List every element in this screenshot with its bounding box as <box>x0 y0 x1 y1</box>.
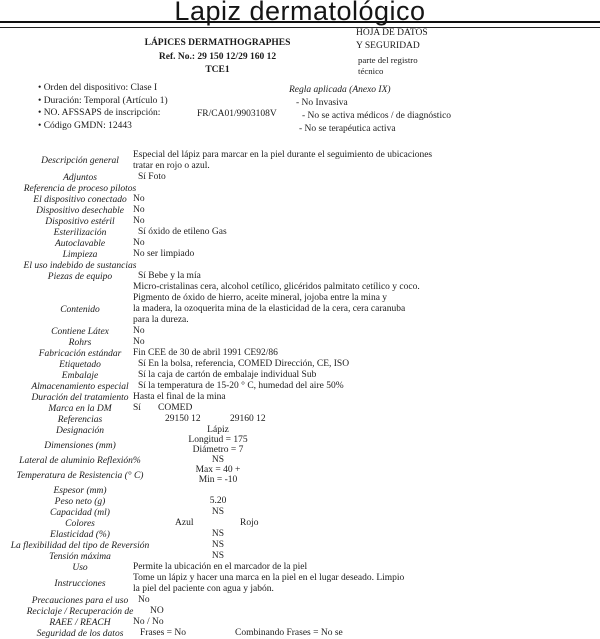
sheet-note-line2: técnico <box>358 65 384 76</box>
row-value: Rojo <box>240 518 259 529</box>
row-value: Sí Foto <box>138 172 166 182</box>
row-value: No <box>133 337 145 347</box>
spec-row <box>0 518 600 529</box>
row-value: NS <box>211 540 225 551</box>
row-label: Elasticidad (%) <box>50 529 110 540</box>
device-info-item: • Duración: Temporal (Artículo 1) <box>38 95 168 106</box>
row-value: No <box>138 595 150 606</box>
spec-row <box>0 194 600 205</box>
spec-row <box>0 617 600 628</box>
row-label: Fabricación estándar <box>38 348 122 359</box>
row-label: Rohrs <box>68 337 92 348</box>
spec-row <box>0 172 600 183</box>
spec-row <box>0 496 600 507</box>
spec-row <box>0 249 600 260</box>
row-label: Capacidad (ml) <box>50 507 110 518</box>
spec-row <box>0 293 600 326</box>
applied-rule-item: - No Invasiva <box>296 98 348 108</box>
row-value: Permite la ubicación en el marcador de la piel <box>133 562 308 573</box>
row-label: Duración del tratamiento <box>31 392 129 403</box>
spec-row <box>0 562 600 573</box>
row-label: Autoclavable <box>54 238 106 249</box>
row-label: Tensión máxima <box>49 551 111 562</box>
spec-row <box>0 573 600 595</box>
spec-row <box>0 551 600 562</box>
spec-row <box>0 381 600 392</box>
row-value: Especial del lápiz para marcar en la piel durante el seguimiento de ubicaciones tratar en rojo o azul. <box>133 150 433 171</box>
row-value: Sí Bebe y la mía <box>138 271 201 281</box>
spec-row <box>0 271 600 282</box>
row-label: Contiene Látex <box>51 326 109 337</box>
row-label: Peso neto (g) <box>54 496 106 507</box>
row-label: Temperatura de Resistencia (° C) <box>16 470 144 481</box>
spec-row <box>0 455 600 466</box>
row-value: Lápiz <box>207 425 229 435</box>
row-label: Espesor (mm) <box>53 485 107 496</box>
row-value: Azul <box>175 518 194 529</box>
registration-code: FR/CA01/9903108V <box>197 109 277 119</box>
spec-row <box>0 238 600 249</box>
applied-rule-item: - No se activa médicos / de diagnóstico <box>302 111 452 121</box>
applied-rule-items <box>289 97 451 136</box>
row-label: El dispositivo conectado <box>33 194 127 205</box>
row-label: Dispositivo desechable <box>36 205 124 216</box>
spec-row <box>0 466 600 485</box>
product-header <box>95 37 340 78</box>
row-label: Esterilización <box>53 227 107 238</box>
row-value: Longitud = 175 Diámetro = 7 <box>188 435 248 455</box>
row-label: Uso <box>72 562 88 573</box>
spec-row <box>0 326 600 337</box>
row-value: Sí <box>133 403 141 413</box>
row-value: NS <box>211 529 225 540</box>
product-ref-code: TCE1 <box>205 65 230 75</box>
row-label: Colores <box>65 518 95 529</box>
row-label: Dispositivo estéril <box>45 216 115 227</box>
row-label: Dimensiones (mm) <box>44 440 116 451</box>
row-value: NS <box>211 455 225 466</box>
spec-row <box>0 595 600 606</box>
spec-row <box>0 337 600 348</box>
spec-row <box>0 507 600 518</box>
row-value: NS <box>211 551 225 562</box>
product-ref: Ref. No.: 29 150 12/29 160 12 <box>158 51 277 62</box>
row-label: Lateral de aluminio Reflexión% <box>19 455 141 466</box>
row-value: COMED <box>158 403 193 413</box>
spec-row <box>0 425 600 436</box>
spec-row <box>0 150 600 172</box>
row-value: Pigmento de óxido de hierro, aceite mineral, jojoba entre la mina y la madera, la ozoquerita mina de la elasticidad de la cera, cera caranuba para la dureza. <box>133 293 406 325</box>
row-label: Referencias <box>57 414 103 425</box>
row-label: Etiquetado <box>59 359 101 370</box>
spec-row <box>0 205 600 216</box>
spec-row <box>0 403 600 414</box>
spec-row <box>0 485 600 496</box>
row-value: Fin CEE de 30 de abril 1991 CE92/86 <box>133 348 278 358</box>
row-value: No <box>133 216 145 226</box>
row-value: No ser limpiado <box>133 249 195 259</box>
spec-row <box>0 348 600 359</box>
row-value: No <box>133 326 145 336</box>
product-name: LÁPICES DERMATHOGRAPHES <box>144 38 291 48</box>
spec-row <box>0 370 600 381</box>
spec-row <box>0 260 600 271</box>
spec-row <box>0 227 600 238</box>
spec-row <box>0 183 600 194</box>
row-value: Sí la caja de cartón de embalaje individual Sub <box>138 370 317 380</box>
row-value: No / No <box>133 617 164 628</box>
row-value: Sí En la bolsa, referencia, COMED Dirección, CE, ISO <box>138 359 350 369</box>
row-label: Limpieza <box>62 249 98 260</box>
sheet-header <box>356 27 516 76</box>
row-value: 29150 12 <box>165 414 201 424</box>
spec-row <box>0 414 600 425</box>
spec-row <box>0 540 600 551</box>
spec-row <box>0 216 600 227</box>
row-value: 5.20 <box>209 496 227 507</box>
row-value: Sí óxido de etileno Gas <box>138 227 227 237</box>
device-info-item: • NO. AFSSAPS de inscripción: <box>38 108 161 119</box>
sheet-title-line1: HOJA DE DATOS <box>356 28 428 38</box>
row-label: Instrucciones <box>54 579 106 590</box>
row-value: No <box>133 238 145 248</box>
row-label: Designación <box>55 425 105 436</box>
row-label: El uso indebido de sustancias <box>23 260 137 271</box>
device-info-item: • Código GMDN: 12443 <box>38 120 132 131</box>
row-label: Reciclaje / Recuperación de <box>26 606 134 617</box>
row-label: Contenido <box>60 304 100 315</box>
spec-row <box>0 359 600 370</box>
spec-row <box>0 436 600 455</box>
row-value: Frases = No <box>140 628 186 639</box>
row-label: Almacenamiento especial <box>31 381 129 392</box>
row-value: Micro-cristalinas cera, alcohol cetílico, glicéridos palmitato cetílico y coco. <box>133 282 420 292</box>
row-value: NS <box>211 507 225 518</box>
row-value: Combinando Frases = No se <box>235 628 343 639</box>
row-value: Hasta el final de la mina <box>133 392 226 402</box>
row-label: La flexibilidad del tipo de Reversión <box>10 540 150 551</box>
row-label: Marca en la DM <box>48 403 112 414</box>
spec-row <box>0 529 600 540</box>
row-label: Embalaje <box>61 370 99 381</box>
row-value: Max = 40 + Min = -10 <box>195 465 241 485</box>
row-value: NO <box>150 606 164 617</box>
applied-rule-title: Regla aplicada (Anexo IX) <box>289 85 391 95</box>
row-value: Sí la temperatura de 15-20 ° C, humedad del aire 50% <box>138 381 344 391</box>
row-label: Descripción general <box>41 156 119 166</box>
row-label: RAEE / REACH <box>49 617 111 628</box>
row-value: Tome un lápiz y hacer una marca en la piel en el lugar deseado. Limpio la piel del paciente con agua y jabón. <box>133 573 405 595</box>
document-title: Lapiz dermatológico <box>174 0 426 26</box>
spec-table <box>0 150 600 639</box>
row-value: No <box>133 205 145 215</box>
row-label: Seguridad de los datos <box>36 628 124 639</box>
row-label: Adjuntos <box>63 172 97 183</box>
spec-row <box>0 606 600 617</box>
row-value: 29160 12 <box>230 414 266 424</box>
device-info-item: • Orden del dispositivo: Clase I <box>38 83 158 93</box>
row-value: No <box>133 194 145 204</box>
spec-row <box>0 392 600 403</box>
row-label: Piezas de equipo <box>47 271 113 282</box>
applied-rule-item: - No se terapéutica activa <box>299 124 396 134</box>
row-label: Referencia de proceso pilotos <box>23 183 137 194</box>
device-info-list <box>38 82 168 132</box>
sheet-note-line1: parte del registro <box>358 55 418 65</box>
spec-row <box>0 282 600 293</box>
row-label: Precauciones para el uso <box>31 595 129 606</box>
sheet-title-line2: Y SEGURIDAD <box>356 41 420 51</box>
applied-rule-block <box>289 84 451 136</box>
